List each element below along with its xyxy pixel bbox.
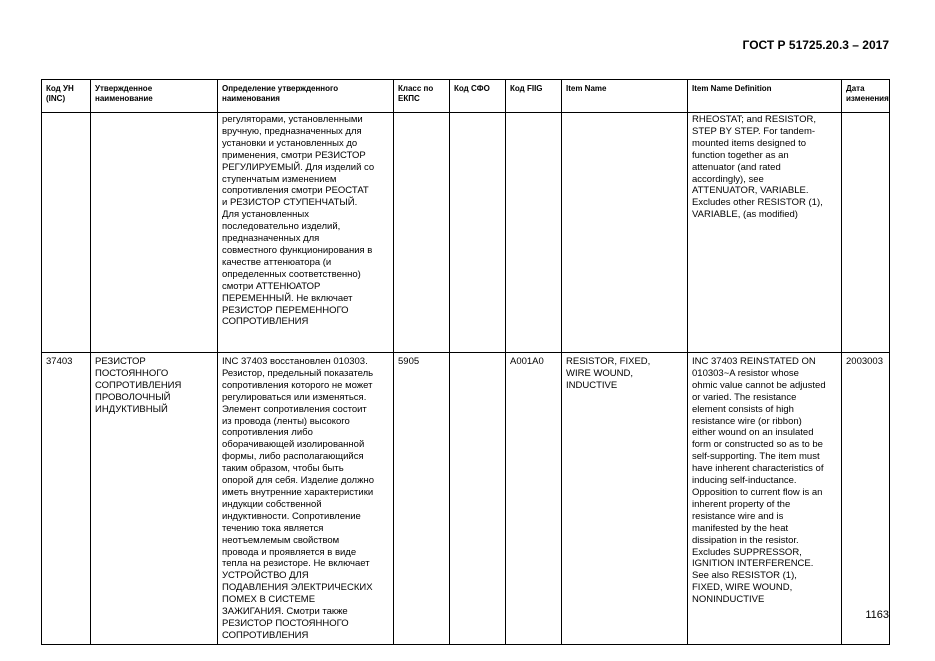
header-sfo-code: Код СФО (450, 80, 506, 113)
nomenclature-table (41, 79, 890, 645)
header-change-date: Дата изменения (842, 80, 890, 113)
cell-code-yn (42, 113, 91, 353)
cell-item-name (562, 113, 688, 353)
cell-item-name: RESISTOR, FIXED, WIRE WOUND, INDUCTIVE (562, 353, 688, 645)
cell-code-yn: 37403 (42, 353, 91, 645)
cell-fiig-code: A001A0 (506, 353, 562, 645)
document-standard-id: ГОСТ Р 51725.20.3 – 2017 (742, 38, 889, 52)
table-row (42, 353, 890, 645)
header-code-yn: Код УН (INC) (42, 80, 91, 113)
cell-change-date: 2003003 (842, 353, 890, 645)
cell-definition: INC 37403 восстановлен 010303. Резистор, предельный показатель сопротивления которого не может регулироваться или изменяться. Элемент сопротивления состоит из провода (ленты) высокого сопротивления либо оборачивающей изолированной формы, либо располагающийся таким образом, чтобы быть опорой для себя. Изделие должно иметь внутренние характеристики индукции собственной индуктивности. Сопротивление течению тока является неотъемлемым свойством провода и проявляется в виде тепла на резисторе. Не включает УСТРОЙСТВО ДЛЯ ПОДАВЛЕНИЯ ЭЛЕКТРИЧЕСКИХ ПОМЕХ В СИСТЕМЕ ЗАЖИГАНИЯ. Смотри также РЕЗИСТОР ПОСТОЯННОГО СОПРОТИВЛЕНИЯ (218, 353, 394, 645)
cell-sfo-code (450, 113, 506, 353)
page-number: 1163 (865, 609, 889, 621)
header-ekps-class: Класс по ЕКПС (394, 80, 450, 113)
header-fiig-code: Код FIIG (506, 80, 562, 113)
cell-definition: регуляторами, установленными вручную, предназначенных для установки и установленных до применения, смотри РЕЗИСТОР РЕГУЛИРУЕМЫЙ. Для изделий со ступенчатым изменением сопротивления смотри РЕОСТАТ и РЕЗИСТОР СТУПЕНЧАТЫЙ. Для установленных последовательно изделий, предназначенных для совместного функционирования в качестве аттенюатора (и определенных соответственно) смотри АТТЕНЮАТОР ПЕРЕМЕННЫЙ. Не включает РЕЗИСТОР ПЕРЕМЕННОГО СОПРОТИВЛЕНИЯ (218, 113, 394, 353)
cell-ekps-class (394, 113, 450, 353)
header-definition: Определение утвержденного наименования (218, 80, 394, 113)
cell-fiig-code (506, 113, 562, 353)
cell-item-name-definition: INC 37403 REINSTATED ON 010303~A resistor whose ohmic value cannot be adjusted or varied. The resistance element consists of high resistance wire (or ribbon) either wound on an insulated form or constructed so as to be self-supporting. The item must have inherent characteristics of inducing self-inductance. Opposition to current flow is an inherent property of the resistance wire and is manifested by the heat dissipation in the resistor. Excludes SUPPRESSOR, IGNITION INTERFERENCE. See also RESISTOR (1), FIXED, WIRE WOUND, NONINDUCTIVE (688, 353, 842, 645)
cell-approved-name (91, 113, 218, 353)
table-row (42, 113, 890, 353)
cell-item-name-definition: RHEOSTAT; and RESISTOR, STEP BY STEP. For tandem- mounted items designed to function together as an attenuator (and rated accordingly), see ATTENUATOR, VARIABLE. Excludes other RESISTOR (1), VARIABLE, (as modified) (688, 113, 842, 353)
cell-change-date (842, 113, 890, 353)
cell-sfo-code (450, 353, 506, 645)
cell-approved-name: РЕЗИСТОР ПОСТОЯННОГО СОПРОТИВЛЕНИЯ ПРОВОЛОЧНЫЙ ИНДУКТИВНЫЙ (91, 353, 218, 645)
header-item-name: Item Name (562, 80, 688, 113)
cell-ekps-class: 5905 (394, 353, 450, 645)
header-item-name-definition: Item Name Definition (688, 80, 842, 113)
header-approved-name: Утвержденное наименование (91, 80, 218, 113)
table-header-row (42, 80, 890, 113)
